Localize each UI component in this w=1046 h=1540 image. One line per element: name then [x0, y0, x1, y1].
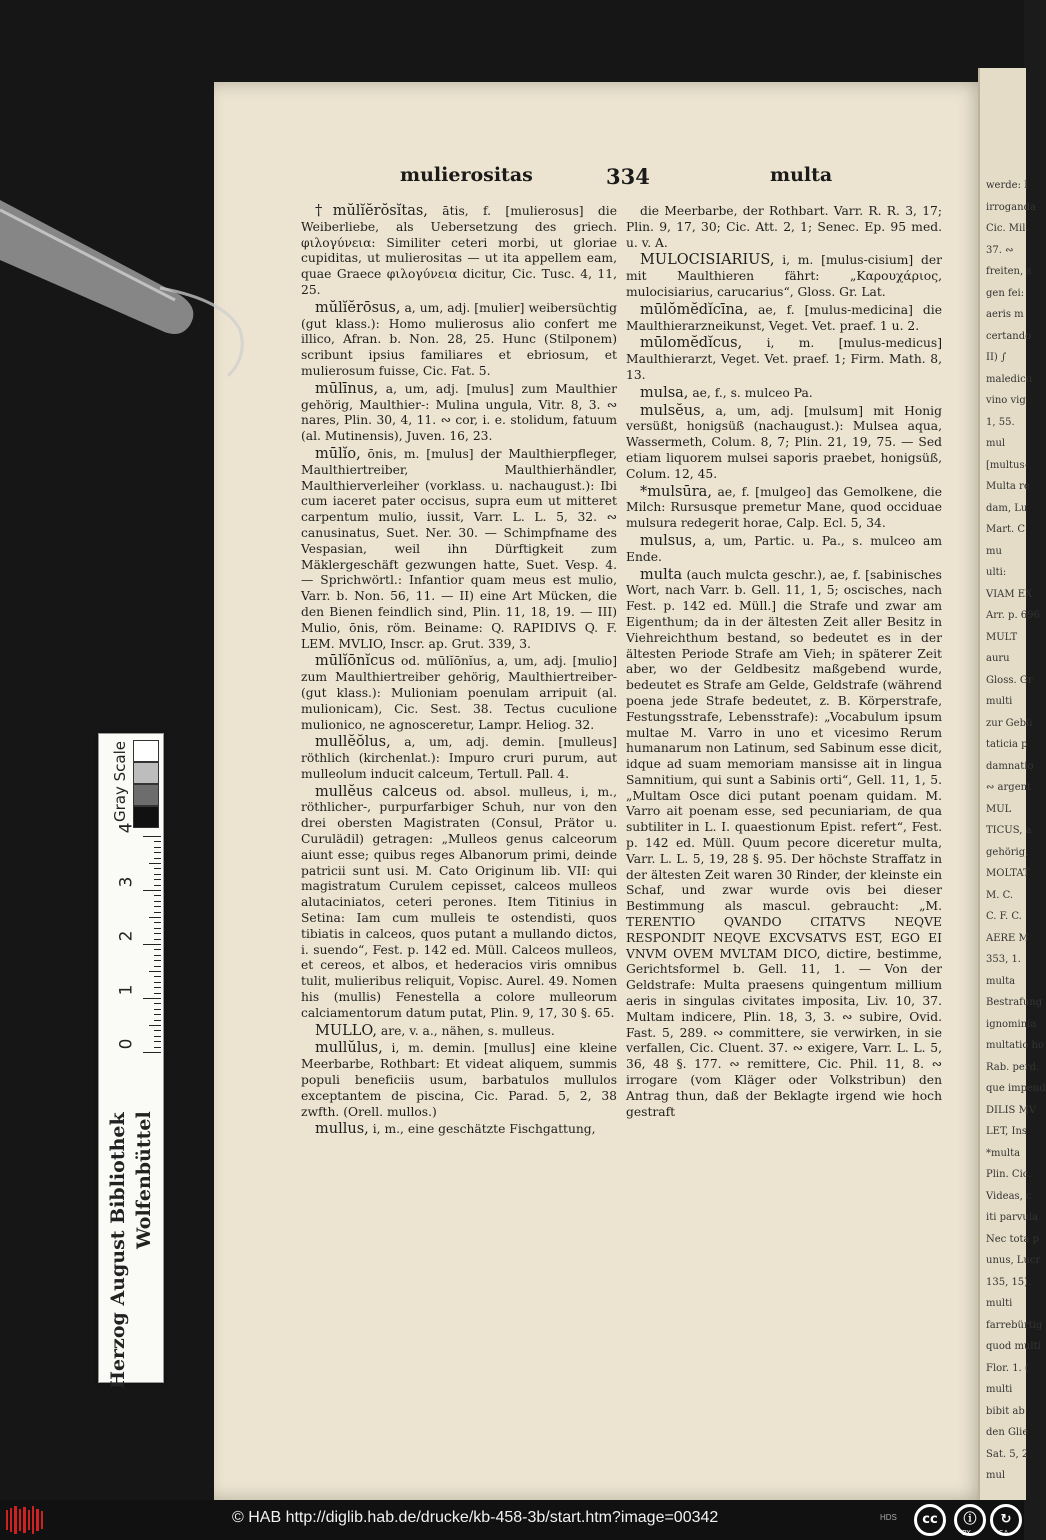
- next-page-fragment: gehörig,: [986, 846, 1029, 858]
- left-column: [301, 204, 617, 1372]
- next-page-fragment: AERE M: [986, 932, 1029, 944]
- ruler-tick: [154, 874, 161, 875]
- next-page-fragment: ∾ argent: [986, 782, 1032, 793]
- entry-headword: MULOCISIARIUS,: [640, 252, 775, 269]
- entry-text: a, um, adj. demin. [mulleus] röthlich (kirchenlat.): Impuro cruri purum, aut mulleolum inducit calceum, Tertull. Pall. 4.: [301, 735, 617, 781]
- ruler-tick: [154, 1009, 161, 1010]
- ruler-tick: [154, 933, 161, 934]
- ruler-city-name: Wolfenbüttel: [133, 1111, 155, 1249]
- color-ruler: [98, 733, 164, 1389]
- cc-icon[interactable]: cc: [914, 1504, 946, 1536]
- entry-headword: mullĕus calceus: [315, 783, 438, 800]
- entry-headword: mullus,: [315, 1121, 369, 1138]
- ruler-tick: [154, 982, 161, 983]
- next-page-fragment: 135, 15).: [986, 1276, 1032, 1288]
- next-page-fragment: maledicu: [986, 373, 1033, 385]
- entry-text: a, um, adj. [mulus] zum Maulthier gehörig, Maulthier-: Mulina ungula, Vitr. 8, 3. ∾ nares, Plin. 30, 4, 11. ∾ cor, i. e. stolidum, fatuum (al. Mutinensis), Juven. 16, 23.: [301, 381, 617, 444]
- next-page-fragment: certando: [986, 330, 1032, 342]
- entry-text: die Meerbarbe, der Rothbart. Varr. R. R. 3, 17; Plin. 9, 17, 30; Cic. Att. 2, 1; Senec. Ep. 95 med. u. v. A.: [626, 204, 942, 250]
- next-page-fragment: Bestrafung: [986, 997, 1043, 1008]
- ruler-number: 0: [116, 1038, 137, 1050]
- next-page-fragment: freiten, s: [986, 266, 1032, 277]
- ruler-tick: [143, 998, 161, 999]
- right-column: [626, 204, 942, 1372]
- entry-headword: mūlīnus,: [315, 380, 379, 397]
- entry-text: are, v. a., nähen, s. mulleus.: [380, 1023, 555, 1038]
- next-page-fragment: C. F. C.: [986, 911, 1022, 922]
- entry-headword: mūlĭōnĭcus: [315, 653, 395, 670]
- entry-text: (auch mulcta geschr.), ae, f. [sabinisches Wort, nach Varr. b. Gell. 11, 1, 5; oscisches, nach Fest. p. 142 ed. Müll.] die Strafe und zwar am Eigenthum; da in der ältesten Zeit aller Besitz in Viehreichthum bestand, so bedeutet es in der ältesten Periode Strafe am Vieh; in späterer Zeit aber, wo der Geldbesitz maßgebend wurde, bedeutet es Strafe am Gelde, Geldstrafe (während poena jede Strafe bedeutet, z. B. Körperstrafe, Festungsstrafe, Lebensstrafe): „Vocabulum ipsum multae M. Varro in uno et vicesimo Rerum humanarum non Latinum, sed Sabinum esse dicit, idque ad suam memoriam mansisse ait in lingua Samnitium, qui sunt a Sabinis orti“, Gell. 11, 1, 5. „Multam Osce dici putant poenam quidam. M. Varro ait poenam esse, sed pecuniariam, de qua subtiliter in L. I. quaestionum Epist. refert“, Fest. p. 142 ed. Müll. Quum pecore diceretur multa, Varr. L. L. 5, 19, 28 §. 95. Der höchste Straffatz in der ältesten Zeit waren 30 Rinder, der kleinste ein Schaf, und zwar wurde ovis bei dieser Bestimmung als mascul. gebraucht: „M. TERENTIO QVANDO CITATVS NEQVE RESPONDIT NEQVE EXCVSATVS EST, EGO EI VNVM OVEM MVLTAM DICO, dictire, bestimme, Gerichtsformel b. Gell. 11, 1. — Von der Geldstrafe: Multa praesens quingentum millium aeris in singulas civitates imposita, Liv. 10, 37. Multam indicere, Plin. 18, 3, 3. ∾ subire, Ovid. Fast. 5, 289. ∾ committere, sie verwirken, in sie verfallen, Cic. Cluent. 37. ∾ exigere, Varr. L. L. 5, 36, 48 §. 177. ∾ remittere, Cic. Phil. 11, 8. ∾ irrogare (vom Kläger oder Volkstribun) den Antrag thun, daß der Beklagte irgend wie hoch gestraft: [626, 567, 942, 1119]
- next-page-fragment: damnatio: [986, 760, 1034, 772]
- entry-text: ātis, f. [mulierosus] die Weiberliebe, als Uebersetzung des griech. φιλογύνεια: Similiter ceteri morbi, ut gloriae cupiditas, ut mulierositas — ut ita appellem eam, quae Graece φιλογύνεια dicitur, Cic. Tusc. 4, 11, 25.: [301, 204, 617, 297]
- next-page-fragment: multi: [986, 1384, 1013, 1395]
- next-page-fragment: irroganda: [986, 201, 1036, 213]
- ruler-tick: [154, 928, 161, 929]
- next-page-fragment: Cic. Mil.: [986, 223, 1029, 234]
- next-page-fragment: [multus-: [986, 459, 1028, 471]
- dictionary-entry: [626, 204, 942, 251]
- ruler-tick: [154, 1003, 161, 1004]
- next-page-fragment: II) ∫: [986, 352, 1007, 363]
- entry-text: od. mūlĭōnĭus, a, um, adj. [mulio] zum Maulthiertreiber gehörig, Maulthiertreiber- (gut klass.): Mulioniam poenulam arripuit (al. mulionicam), Cic. Sest. 38. Tectus cuculione mulionico, ne agnosceretur, Lampr. Heliog. 32.: [301, 654, 617, 732]
- next-page-fragment: werde: I: [986, 180, 1029, 191]
- gray-patch: [133, 762, 159, 784]
- entry-text: ae, f., s. mulceo Pa.: [692, 385, 813, 400]
- ruler-number: 3: [116, 876, 137, 888]
- entry-text: ōnis, m. [mulus] der Maulthierpfleger, Maulthiertreiber, Maulthierhändler, Maulthierverleiher (vorklass. u. nachaugust.): Ibi cum iaceret pater occisus, supra eum ut mitteret carpentum mulio, iussit, Varr. L. L. 5, 32. ∾ canusinatus, Suet. Ner. 30. — Schimpfname des Vespasian, weil ihn Dürftigkeit zum Mäklergeschäft gezwungen hatte, Suet. Vesp. 4. — Sprichwörtl.: Infantior quam meus est mulio, Varr. b. Non. 56, 11. — II) eine Art Mücken, die den Bienen feindlich sind, Plin. 11, 18, 19. — III) Mulio, ōnis, röm. Beiname: Q. RAPIDIVS Q. F. LEM. MVLIO, Inscr. ap. Grut. 339, 3.: [301, 446, 617, 651]
- ruler-tick: [154, 955, 161, 956]
- dictionary-entry: [301, 382, 617, 445]
- next-page-fragment: auru: [986, 653, 1010, 664]
- by-label: BY: [962, 1529, 971, 1537]
- dictionary-entry: [301, 785, 617, 1022]
- ruler-number: 4: [116, 822, 137, 834]
- next-page-fragment: Mart. C: [986, 524, 1026, 535]
- dictionary-entry: [626, 485, 942, 532]
- sa-label: SA: [999, 1529, 1009, 1537]
- next-page-fragment: Sat. 5, 2: [986, 1448, 1029, 1460]
- entry-headword: mulsĕus,: [640, 402, 706, 419]
- next-page-fragment: bibit ab: [986, 1405, 1025, 1417]
- next-page-fragment: zur Gebü: [986, 717, 1033, 729]
- entry-text: i, m. demin. [mullus] eine kleine Meerbarbe, Rothbart: Et videat aliquem, summis populi beneficiis usum, barbatulos mullulos exceptantem de piscina, Cic. Parad. 5, 2, 38 zwfth. (Orell. mullos.): [301, 1041, 617, 1119]
- ruler-tick: [149, 863, 161, 864]
- ruler-tick: [154, 841, 161, 842]
- entry-text: a, um, adj. [mulier] weibersüchtig (gut klass.): Homo mulierosus alio confert me illico, Afran. b. Non. 28, 25. Hunc (Stilponem) scribunt ipsius familiares et ebriosum, et mulierosum fuisse, Cic. Fat. 5.: [301, 300, 617, 378]
- sa-icon[interactable]: ↻: [990, 1504, 1022, 1536]
- dictionary-entry: [626, 568, 942, 1121]
- next-page-fragment: MOLTAT: [986, 868, 1030, 879]
- next-page-fragment: que impend: [986, 1083, 1046, 1094]
- ruler-tick: [154, 858, 161, 859]
- next-page-fragment: ignominia: [986, 1018, 1037, 1030]
- next-page-fragment: vino vig: [986, 395, 1026, 406]
- next-page-fragment: *multa: [986, 1147, 1021, 1159]
- gray-patch: [133, 740, 159, 762]
- next-page-fragment: quod multi: [986, 1341, 1041, 1352]
- entry-text: i, m. [mulus-cisium] der mit Maulthieren fährt: „Καρουχάριος, mulocisiarius, carucarius“, Gloss. Gr. Lat.: [626, 253, 942, 299]
- next-page-fragment: mul: [986, 1470, 1006, 1481]
- entry-headword: mūlŏmĕdĭcīna,: [640, 301, 749, 318]
- dictionary-entry: [301, 301, 617, 380]
- ruler-tick: [154, 949, 161, 950]
- entry-headword: mŭlĭĕrōsus,: [315, 299, 401, 316]
- hds-mark: HDS: [880, 1513, 897, 1522]
- copyright-link[interactable]: © HAB http://diglib.hab.de/drucke/kb-458-3b/start.htm?image=00342: [232, 1509, 719, 1526]
- next-page-fragment: unus, Lucr: [986, 1255, 1041, 1266]
- ruler-tick: [154, 939, 161, 940]
- entry-headword: mūlomĕdĭcus,: [640, 335, 743, 352]
- ruler-tick: [149, 971, 161, 972]
- entry-headword: mullĕŏlus,: [315, 734, 391, 751]
- next-page-fragment: MULT: [986, 631, 1018, 643]
- ruler-tick: [154, 852, 161, 853]
- ruler-tick: [154, 906, 161, 907]
- barcode-icon: [6, 1506, 44, 1534]
- next-page-edge: [978, 68, 1046, 1500]
- ruler-tick: [154, 993, 161, 994]
- ruler-tick: [154, 847, 161, 848]
- next-page-fragment: ulti:: [986, 567, 1007, 578]
- entry-text: i, m. [mulus-medicus] Maulthierarzt, Veget. Vet. praef. 1; Firm. Math. 8, 13.: [626, 336, 942, 382]
- entry-text: a, um, Partic. u. Pa., s. mulceo am Ende.: [626, 533, 942, 564]
- next-page-fragment: mu: [986, 545, 1002, 557]
- next-page-fragment: Arr. p. 696: [986, 610, 1040, 621]
- next-page-fragment: MUL: [986, 803, 1012, 815]
- next-page-fragment: gen fei:: [986, 287, 1025, 299]
- next-page-fragment: Rab. perd.: [986, 1061, 1040, 1073]
- entry-text: ae, f. [mulus-medicina] die Maulthierarzneikunst, Veget. Vet. praef. 1 u. 2.: [626, 302, 942, 333]
- dictionary-entry: [626, 404, 942, 483]
- next-page-fragment: farrebürtig: [986, 1319, 1043, 1331]
- next-page-fragment: multi: [986, 1298, 1013, 1309]
- dictionary-entry: [626, 253, 942, 300]
- entry-headword: mulsus,: [640, 532, 697, 549]
- next-page-fragment: aeris m: [986, 309, 1024, 320]
- entry-headword: multa: [640, 566, 683, 583]
- entry-headword: *mulsūra,: [640, 483, 712, 500]
- dictionary-entry: [301, 735, 617, 782]
- ruler-tick: [154, 1020, 161, 1021]
- ruler-tick: [154, 1047, 161, 1048]
- next-page-fragment: LET, Ins: [986, 1126, 1028, 1137]
- ruler-tick: [154, 960, 161, 961]
- next-page-fragment: iti parvula: [986, 1212, 1038, 1223]
- dictionary-entry: [301, 1024, 617, 1040]
- entry-headword: mūlĭo,: [315, 445, 361, 462]
- next-page-fragment: multa: [986, 975, 1016, 987]
- next-page-fragment: Gloss. Gr: [986, 674, 1033, 686]
- ruler-library-name: Herzog August Bibliothek: [107, 1112, 129, 1389]
- gray-patch: [133, 806, 159, 828]
- dictionary-entry: [301, 447, 617, 652]
- dictionary-entry: [301, 1041, 617, 1120]
- next-page-fragment: mul: [986, 438, 1006, 449]
- ruler-tick: [143, 836, 161, 837]
- running-head-left: mulierositas: [400, 164, 533, 186]
- gray-patch: [133, 784, 159, 806]
- next-page-fragment: multatio ho: [986, 1040, 1044, 1051]
- dictionary-entry: [626, 336, 942, 383]
- next-page-fragment: Nec tota p: [986, 1233, 1040, 1245]
- next-page-fragment: 353, 1.: [986, 954, 1021, 965]
- footer-bar: [0, 1500, 1024, 1540]
- next-page-fragment: TICUS, a: [986, 825, 1032, 836]
- next-page-fragment: 1, 55.: [986, 416, 1015, 428]
- entry-text: od. absol. mulleus, i, m., röthlicher-, purpurfarbiger Schuh, nur von den drei obersten Magistraten (Consul, Prätor u. Curulädil) getragen: „Mulleos genus calceorum aiunt esse; quibus reges Albanorum primi, deinde patricii sunt usi. M. Cato Originum lib. VII: qui magistratum Curulem cepisset, calceos mulleos alutaciniatos, ceteri perones. Item Titinius in Setina: Iam cum mulleis te ostendisti, quos tibiatis in calceos, quos putant a mullando dictos, i. suendo“, Fest. p. 142 ed. Müll. Calceos mulleos, et cereos, et albos, et hederacios viris omnibus tulit, mulieribus reliquit, Vopisc. Aurel. 49. Nomen his (mullis) Fenestella a colore mulleorum calciamentorum datum putat, Plin. 9, 17, 30 §. 65.: [301, 784, 617, 1020]
- ruler-tick: [154, 885, 161, 886]
- ruler-tick: [154, 1041, 161, 1042]
- entry-headword: MULLO,: [315, 1022, 377, 1039]
- ruler-tick: [154, 966, 161, 967]
- next-page-fragment: den Glie: [986, 1427, 1029, 1438]
- next-page-fragment: 37. ∾: [986, 244, 1014, 256]
- next-page-fragment: Multa re: [986, 481, 1030, 492]
- dictionary-entry: [301, 1122, 617, 1138]
- ruler-tick: [154, 895, 161, 896]
- ruler-tick: [154, 879, 161, 880]
- dictionary-entry: [301, 654, 617, 733]
- ruler-tick: [154, 976, 161, 977]
- dictionary-entry: [626, 386, 942, 402]
- ruler-number: 2: [116, 930, 137, 942]
- ruler-tick: [149, 1025, 161, 1026]
- running-head-right: multa: [770, 164, 833, 186]
- ruler-tick: [154, 922, 161, 923]
- running-head: [214, 164, 984, 198]
- dictionary-entry: [301, 204, 617, 299]
- dictionary-entry: [626, 534, 942, 566]
- next-page-fragment: M. C.: [986, 889, 1014, 901]
- next-page-fragment: taticia p: [986, 739, 1028, 750]
- ruler-number: 1: [116, 984, 137, 996]
- ruler-tick: [154, 1030, 161, 1031]
- dictionary-entry: [626, 303, 942, 335]
- ruler-tick: [143, 890, 161, 891]
- page-clip: [0, 180, 260, 380]
- ruler-tick: [154, 912, 161, 913]
- ruler-tick: [154, 868, 161, 869]
- next-page-fragment: VIAM EX: [986, 588, 1033, 600]
- ruler-tick: [154, 1036, 161, 1037]
- entry-text: ae, f. [mulgeo] das Gemolkene, die Milch: Rursusque premetur Mane, quod occiduae mulsura redegerit horae, Calp. Ecl. 5, 34.: [626, 484, 942, 531]
- entry-text: a, um, adj. [mulsum] mit Honig versüßt, honigsüß (nachaugust.): Mulsea aqua, Wassermeth, Colum. 8, 7; Plin. 21, 19, 75. — Sed etiam liquorem mulsei saporis praebet, honigsüß, Colum. 12, 45.: [626, 403, 942, 481]
- by-icon[interactable]: ⓘ: [954, 1504, 986, 1536]
- ruler-tick: [143, 944, 161, 945]
- ruler-tick: [154, 1014, 161, 1015]
- entry-headword: †mŭlĭĕrŏsĭtas,: [315, 203, 428, 219]
- entry-text: i, m., eine geschätzte Fischgattung,: [372, 1122, 596, 1137]
- next-page-fragment: Flor. 1. (: [986, 1362, 1029, 1374]
- next-page-fragment: DILIS MV: [986, 1104, 1037, 1116]
- next-page-fragment: multi: [986, 696, 1013, 707]
- ruler-tick: [149, 917, 161, 918]
- ruler-tick: [143, 1052, 161, 1053]
- page-number: 334: [606, 164, 650, 189]
- next-page-fragment: Videas, c: [986, 1190, 1032, 1202]
- gray-scale-label: Gray Scale: [111, 741, 129, 822]
- next-page-fragment: Plin. Cic.: [986, 1169, 1032, 1180]
- ruler-tick: [154, 901, 161, 902]
- next-page-fragment: dam, Lu: [986, 502, 1028, 514]
- entry-headword: mulsa,: [640, 384, 689, 401]
- entry-headword: mullŭlus,: [315, 1040, 383, 1057]
- ruler-tick: [154, 987, 161, 988]
